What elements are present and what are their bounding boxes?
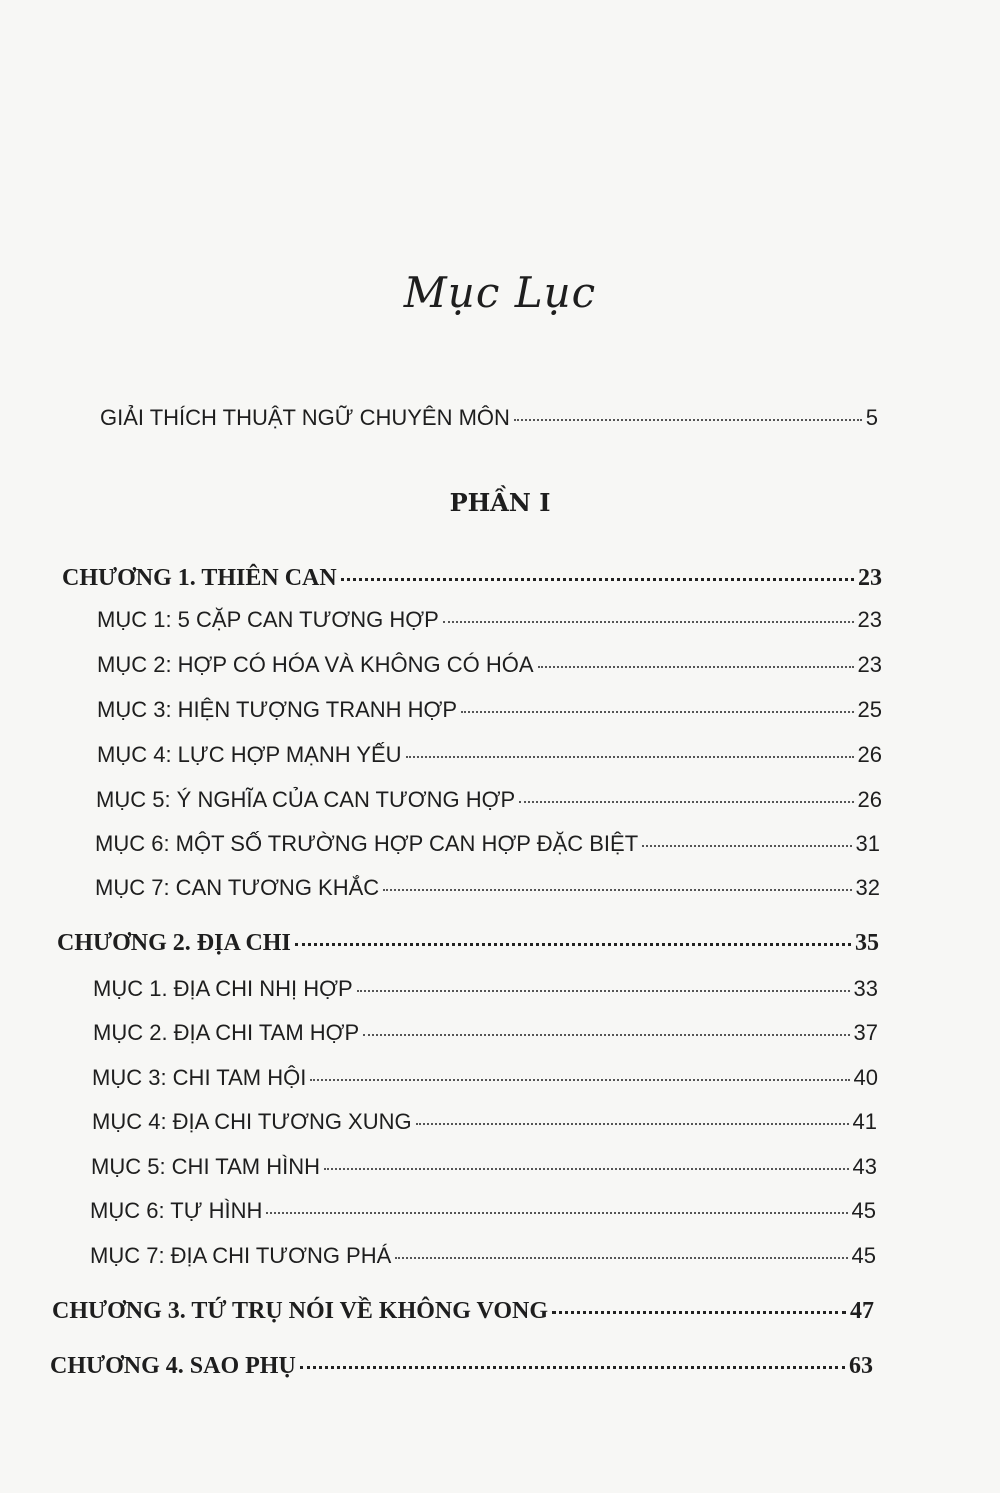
dot-leader	[443, 620, 854, 623]
dot-leader	[538, 665, 854, 668]
section-page: 23	[857, 607, 882, 632]
section-label: MỤC 7: ĐỊA CHI TƯƠNG PHÁ	[90, 1243, 392, 1268]
dot-leader	[406, 755, 854, 758]
chapter-page: 63	[849, 1353, 873, 1379]
chapter-entry[interactable]	[50, 1353, 873, 1380]
dot-leader	[416, 1122, 849, 1125]
section-label: MỤC 5: Ý NGHĨA CỦA CAN TƯƠNG HỢP	[96, 787, 516, 812]
section-label: MỤC 1. ĐỊA CHI NHỊ HỢP	[93, 976, 353, 1001]
intro-entry[interactable]	[100, 405, 878, 431]
chapter-page: 47	[850, 1298, 874, 1324]
section-page: 32	[855, 875, 880, 900]
section-entry[interactable]	[97, 652, 882, 678]
dot-leader	[266, 1211, 847, 1214]
section-entry[interactable]	[92, 1109, 877, 1135]
chapter-entry[interactable]	[62, 565, 882, 592]
dot-leader	[514, 418, 862, 421]
chapter-entry[interactable]	[52, 1298, 874, 1325]
section-label: MỤC 3: CHI TAM HỘI	[92, 1065, 307, 1090]
chapter-label: CHƯƠNG 2. ĐỊA CHI	[57, 930, 291, 956]
section-label: MỤC 3: HIỆN TƯỢNG TRANH HỢP	[97, 697, 458, 722]
dot-leader	[357, 989, 850, 992]
chapter-entry[interactable]	[57, 930, 879, 957]
section-label: MỤC 6: MỘT SỐ TRƯỜNG HỢP CAN HỢP ĐẶC BIỆT	[95, 831, 639, 856]
dot-leader	[383, 888, 851, 891]
section-entry[interactable]	[91, 1154, 877, 1180]
section-label: MỤC 1: 5 CẶP CAN TƯƠNG HỢP	[97, 607, 439, 632]
chapter-label: CHƯƠNG 3. TỨ TRỤ NÓI VỀ KHÔNG VONG	[52, 1298, 549, 1324]
section-page: 23	[857, 652, 882, 677]
section-entry[interactable]	[97, 697, 882, 723]
section-page: 45	[851, 1198, 876, 1223]
dot-leader	[310, 1078, 849, 1081]
dot-leader	[552, 1310, 846, 1314]
dot-leader	[395, 1256, 847, 1259]
section-label: MỤC 7: CAN TƯƠNG KHẮC	[95, 875, 380, 900]
section-label: MỤC 6: TỰ HÌNH	[90, 1198, 263, 1223]
section-label: MỤC 2: HỢP CÓ HÓA VÀ KHÔNG CÓ HÓA	[97, 652, 534, 677]
section-entry[interactable]	[97, 742, 882, 768]
part-heading: PHẦN I	[449, 488, 551, 517]
entry-label: GIẢI THÍCH THUẬT NGỮ CHUYÊN MÔN	[100, 405, 510, 430]
section-entry[interactable]	[93, 976, 878, 1002]
section-entry[interactable]	[96, 787, 882, 813]
section-page: 43	[852, 1154, 877, 1179]
section-page: 37	[853, 1020, 878, 1045]
section-page: 40	[853, 1065, 878, 1090]
section-entry[interactable]	[97, 607, 882, 633]
dot-leader	[295, 942, 851, 946]
dot-leader	[300, 1365, 845, 1369]
chapter-page: 35	[855, 930, 879, 956]
section-page: 45	[851, 1243, 876, 1268]
chapter-label: CHƯƠNG 1. THIÊN CAN	[62, 565, 337, 591]
section-page: 31	[855, 831, 880, 856]
chapter-label: CHƯƠNG 4. SAO PHỤ	[50, 1353, 296, 1379]
dot-leader	[642, 844, 851, 847]
page-title: Mục Lục	[403, 268, 597, 317]
chapter-page: 23	[858, 565, 882, 591]
dot-leader	[461, 710, 853, 713]
section-entry[interactable]	[95, 831, 880, 857]
dot-leader	[324, 1167, 849, 1170]
section-entry[interactable]	[90, 1243, 876, 1269]
section-label: MỤC 5: CHI TAM HÌNH	[91, 1154, 320, 1179]
section-label: MỤC 4: LỰC HỢP MẠNH YẾU	[97, 742, 402, 767]
section-page: 41	[852, 1109, 877, 1134]
section-label: MỤC 4: ĐỊA CHI TƯƠNG XUNG	[92, 1109, 412, 1134]
dot-leader	[363, 1033, 849, 1036]
dot-leader	[519, 800, 853, 803]
section-page: 26	[857, 742, 882, 767]
entry-page: 5	[865, 405, 878, 430]
dot-leader	[341, 577, 854, 581]
section-entry[interactable]	[92, 1065, 878, 1091]
section-label: MỤC 2. ĐỊA CHI TAM HỢP	[93, 1020, 360, 1045]
section-entry[interactable]	[90, 1198, 876, 1224]
section-page: 26	[857, 787, 882, 812]
section-entry[interactable]	[93, 1020, 878, 1046]
section-page: 33	[853, 976, 878, 1001]
section-entry[interactable]	[95, 875, 880, 901]
section-page: 25	[857, 697, 882, 722]
